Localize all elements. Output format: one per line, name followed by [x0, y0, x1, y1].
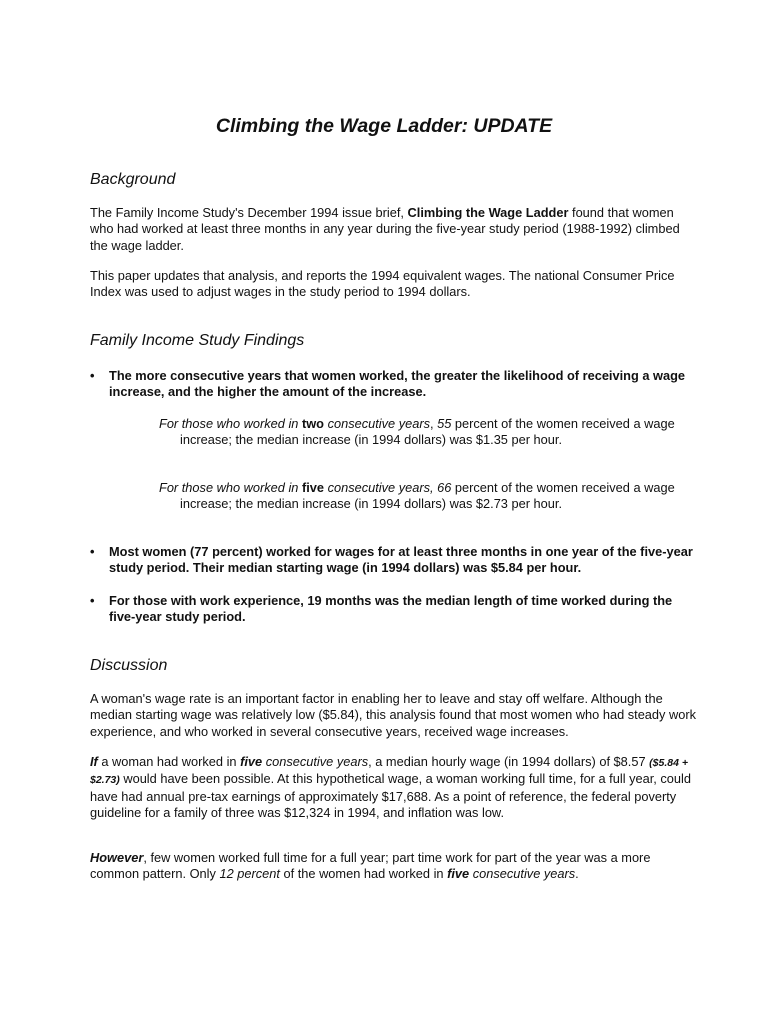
background-paragraph-2: This paper updates that analysis, and reports the 1994 equivalent wages. The national Consumer Price Index was used to adjust wages in the study period to 1994 dollars.: [90, 268, 675, 300]
text-run: percent of the women received a wage increase; the median increase (in 1994 dollars) was $1.35 per hour.: [180, 416, 675, 448]
text-run: For those who worked in: [159, 480, 302, 495]
text-run: , a median hourly wage (in 1994 dollars) of $8.57: [368, 754, 650, 769]
text-run: consecutive years: [324, 416, 430, 431]
background-heading: Background: [90, 171, 176, 188]
bullet-text: The more consecutive years that women worked, the greater the likelihood of receiving a wage increase, and the higher the amount of the increase.: [109, 368, 686, 400]
bullet-text: Most women (77 percent) worked for wages for at least three months in one year of the five-year study period. Their median starting wage (in 1994 dollars) was $5.84 per hour.: [109, 544, 693, 576]
emphasis-five: five: [301, 480, 325, 495]
brief-title: Climbing the Wage Ladder: [407, 205, 569, 220]
document-title: Climbing the Wage Ladder: UPDATE: [215, 115, 553, 137]
finding-detail-five-years: [159, 480, 715, 513]
text-run: consecutive years: [469, 866, 576, 882]
text-run: 12 percent: [219, 866, 280, 882]
bullet-text: For those with work experience, 19 months was the median length of time worked during the five-year study period.: [109, 593, 673, 625]
background-paragraph-1: [90, 205, 700, 254]
wage-sum-note: ($5.84 + $2.73): [90, 757, 688, 787]
text-run: , few women worked full time for a full year; part time work for part of the year was a more common pattern. Only: [90, 850, 651, 882]
finding-bullet-1: [90, 368, 700, 401]
emphasis-however: However: [90, 850, 144, 865]
text-run: of the women had worked in: [279, 866, 448, 882]
finding-bullet-2: [90, 544, 700, 577]
text-run: ,: [430, 416, 438, 431]
text-run: consecutive years, 66: [324, 480, 452, 495]
discussion-paragraph-3: [90, 850, 700, 883]
emphasis-five: five: [240, 754, 263, 769]
text-run: would have been possible. At this hypothetical wage, a woman working full time, for a full year, could have had annual pre-tax earnings of approximately $17,688. As a point of reference, the federal poverty guideline for a family of three was $12,324 in 1994, and inflation was low.: [90, 771, 691, 820]
text-run: a woman had worked in: [97, 754, 241, 769]
bullet-icon: •: [90, 593, 95, 608]
text-run: consecutive years: [262, 754, 369, 769]
emphasis-two: two: [301, 416, 325, 431]
discussion-paragraph-2: [90, 754, 700, 821]
finding-bullet-3: [90, 593, 700, 626]
text-run: .: [575, 866, 579, 882]
discussion-heading: Discussion: [90, 657, 168, 674]
emphasis-if: If: [90, 754, 98, 769]
emphasis-five: five: [447, 866, 470, 882]
text-run: For those who worked in: [159, 416, 302, 431]
text-run: 55: [437, 416, 452, 431]
text-run: percent of the women received a wage increase; the median increase (in 1994 dollars) was $2.73 per hour.: [180, 480, 675, 512]
text-run: found that women who had worked at least three months in any year during the five-year study period (1988-1992) climbed the wage ladder.: [90, 205, 680, 253]
text-run: The Family Income Study's December 1994 issue brief,: [90, 205, 408, 220]
bullet-icon: •: [90, 368, 95, 383]
bullet-icon: •: [90, 544, 95, 559]
finding-detail-two-years: [159, 416, 715, 449]
discussion-paragraph-1: A woman's wage rate is an important factor in enabling her to leave and stay off welfare. Although the median starting wage was relatively low ($5.84), this analysis found that most women who had steady work experience, and who worked in several consecutive years, received wage increases.: [90, 691, 697, 739]
findings-heading: Family Income Study Findings: [90, 332, 305, 349]
